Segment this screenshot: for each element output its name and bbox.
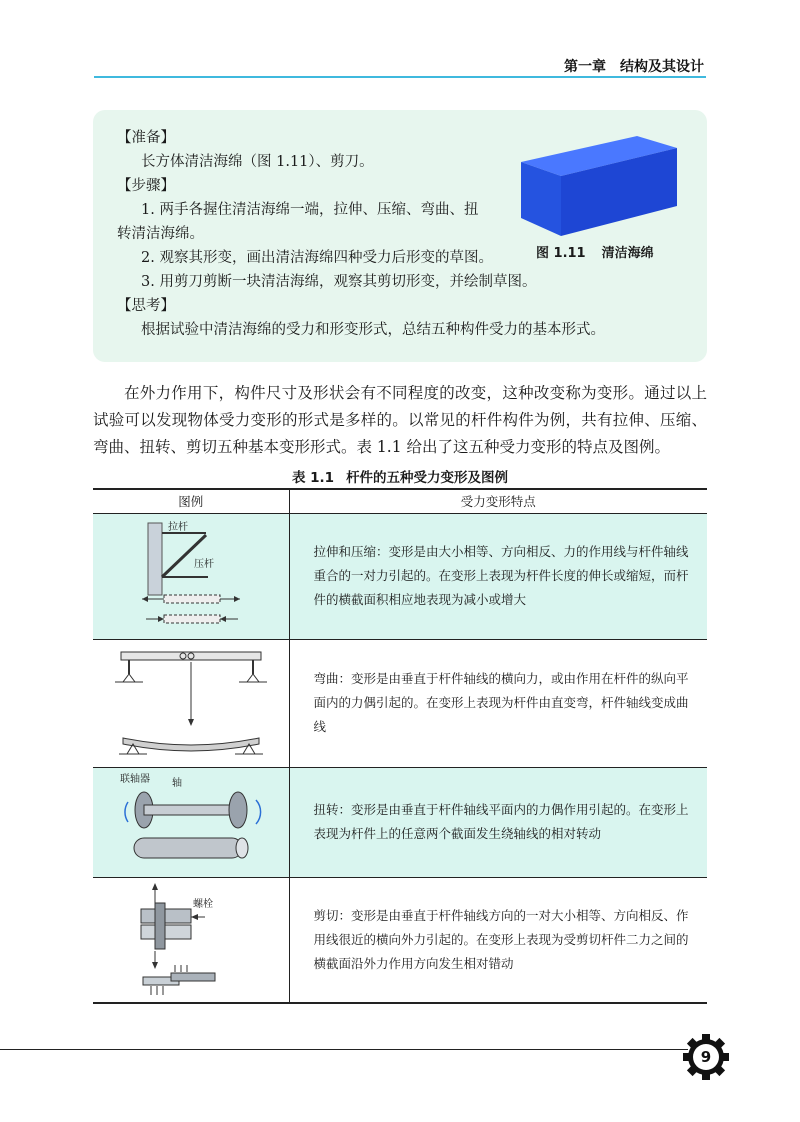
think-heading: 【思考】 (117, 298, 175, 314)
chapter-title: 第一章 结构及其设计 (564, 59, 704, 75)
sponge-image (519, 132, 679, 240)
table-row-tension (93, 513, 707, 639)
think-text: 根据试验中清洁海绵的受力和形变形式，总结五种构件受力的基本形式。 (141, 322, 605, 338)
tension-diagram (136, 521, 246, 631)
torsion-figure (93, 767, 289, 877)
activity-box (93, 110, 707, 362)
step-1b: 转清洁海绵。 (117, 226, 204, 242)
bending-diagram (111, 644, 271, 762)
label-bolt: 螺栓 (192, 898, 213, 910)
figure-title: 清洁海绵 (601, 246, 654, 261)
bending-text: 弯曲：变形是由垂直于杆件轴线的横向力，或由作用在杆件的纵向平面内的力偶引起的。在变形上表现为杆件由直变弯，杆件轴线变成曲线 (289, 639, 707, 767)
bending-figure (93, 639, 289, 767)
figure-number: 图 1.11 (536, 246, 586, 261)
table-row-bending (93, 639, 707, 767)
page-number: 9 (700, 1048, 712, 1066)
activity-text (117, 126, 605, 342)
paragraph-text: 在外力作用下，构件尺寸及形状会有不同程度的改变，这种改变称为变形。通过以上试验可以发现物体受力变形的形式是多样的。以常见的杆件构件为例，共有拉伸、压缩、弯曲、扭转、剪切五种基本变形形式。表 1.1 给出了这五种受力变形的特点及图例。 (93, 384, 707, 456)
torsion-diagram (116, 772, 266, 872)
page-header (94, 54, 706, 78)
torsion-text: 扭转：变形是由垂直于杆件轴线平面内的力偶作用引起的。在变形上表现为杆件上的任意两个截面发生绕轴线的相对转动 (289, 767, 707, 877)
prepare-heading: 【准备】 (117, 130, 175, 146)
table-caption (0, 466, 800, 486)
body-paragraph (93, 380, 707, 461)
step-1a: 1. 两手各握住清洁海绵一端，拉伸、压缩、弯曲、扭 (141, 202, 479, 218)
shear-figure (93, 877, 289, 1003)
label-strut: 压杆 (193, 559, 214, 570)
header-figure: 图例 (93, 489, 289, 513)
label-coupling: 联轴器 (119, 774, 150, 785)
label-shaft: 轴 (171, 778, 182, 789)
label-tie-rod: 拉杆 (167, 522, 188, 533)
step-3: 3. 用剪刀剪断一块清洁海绵，观察其剪切形变，并绘制草图。 (141, 274, 537, 290)
table-header-row (93, 489, 707, 513)
footer-rule (0, 1049, 688, 1050)
shear-text: 剪切：变形是由垂直于杆件轴线方向的一对大小相等、方向相反、作用线很近的横向外力引起的。在变形上表现为受剪切杆件二力之间的横截面沿外力作用方向发生相对错动 (313, 907, 689, 971)
tension-figure (93, 513, 289, 639)
table-row-torsion (93, 767, 707, 877)
steps-heading: 【步骤】 (117, 178, 175, 194)
step-2: 2. 观察其形变，画出清洁海绵四种受力后形变的草图。 (141, 250, 493, 266)
shear-diagram (131, 881, 251, 999)
table-number: 表 1.1 (291, 470, 335, 486)
figure-caption (536, 242, 654, 261)
deformation-table (93, 488, 707, 1004)
prepare-text: 长方体清洁海绵（图 1.11）、剪刀。 (141, 154, 374, 170)
tension-text: 拉伸和压缩：变形是由大小相等、方向相反、力的作用线与杆件轴线重合的一对力引起的。在变形上表现为杆件长度的伸长或缩短，而杆件的横截面积相应地表现为减小或增大 (289, 513, 707, 639)
table-row-shear (93, 877, 707, 1003)
table-title: 杆件的五种受力变形及图例 (346, 470, 509, 486)
header-features: 受力变形特点 (289, 489, 707, 513)
